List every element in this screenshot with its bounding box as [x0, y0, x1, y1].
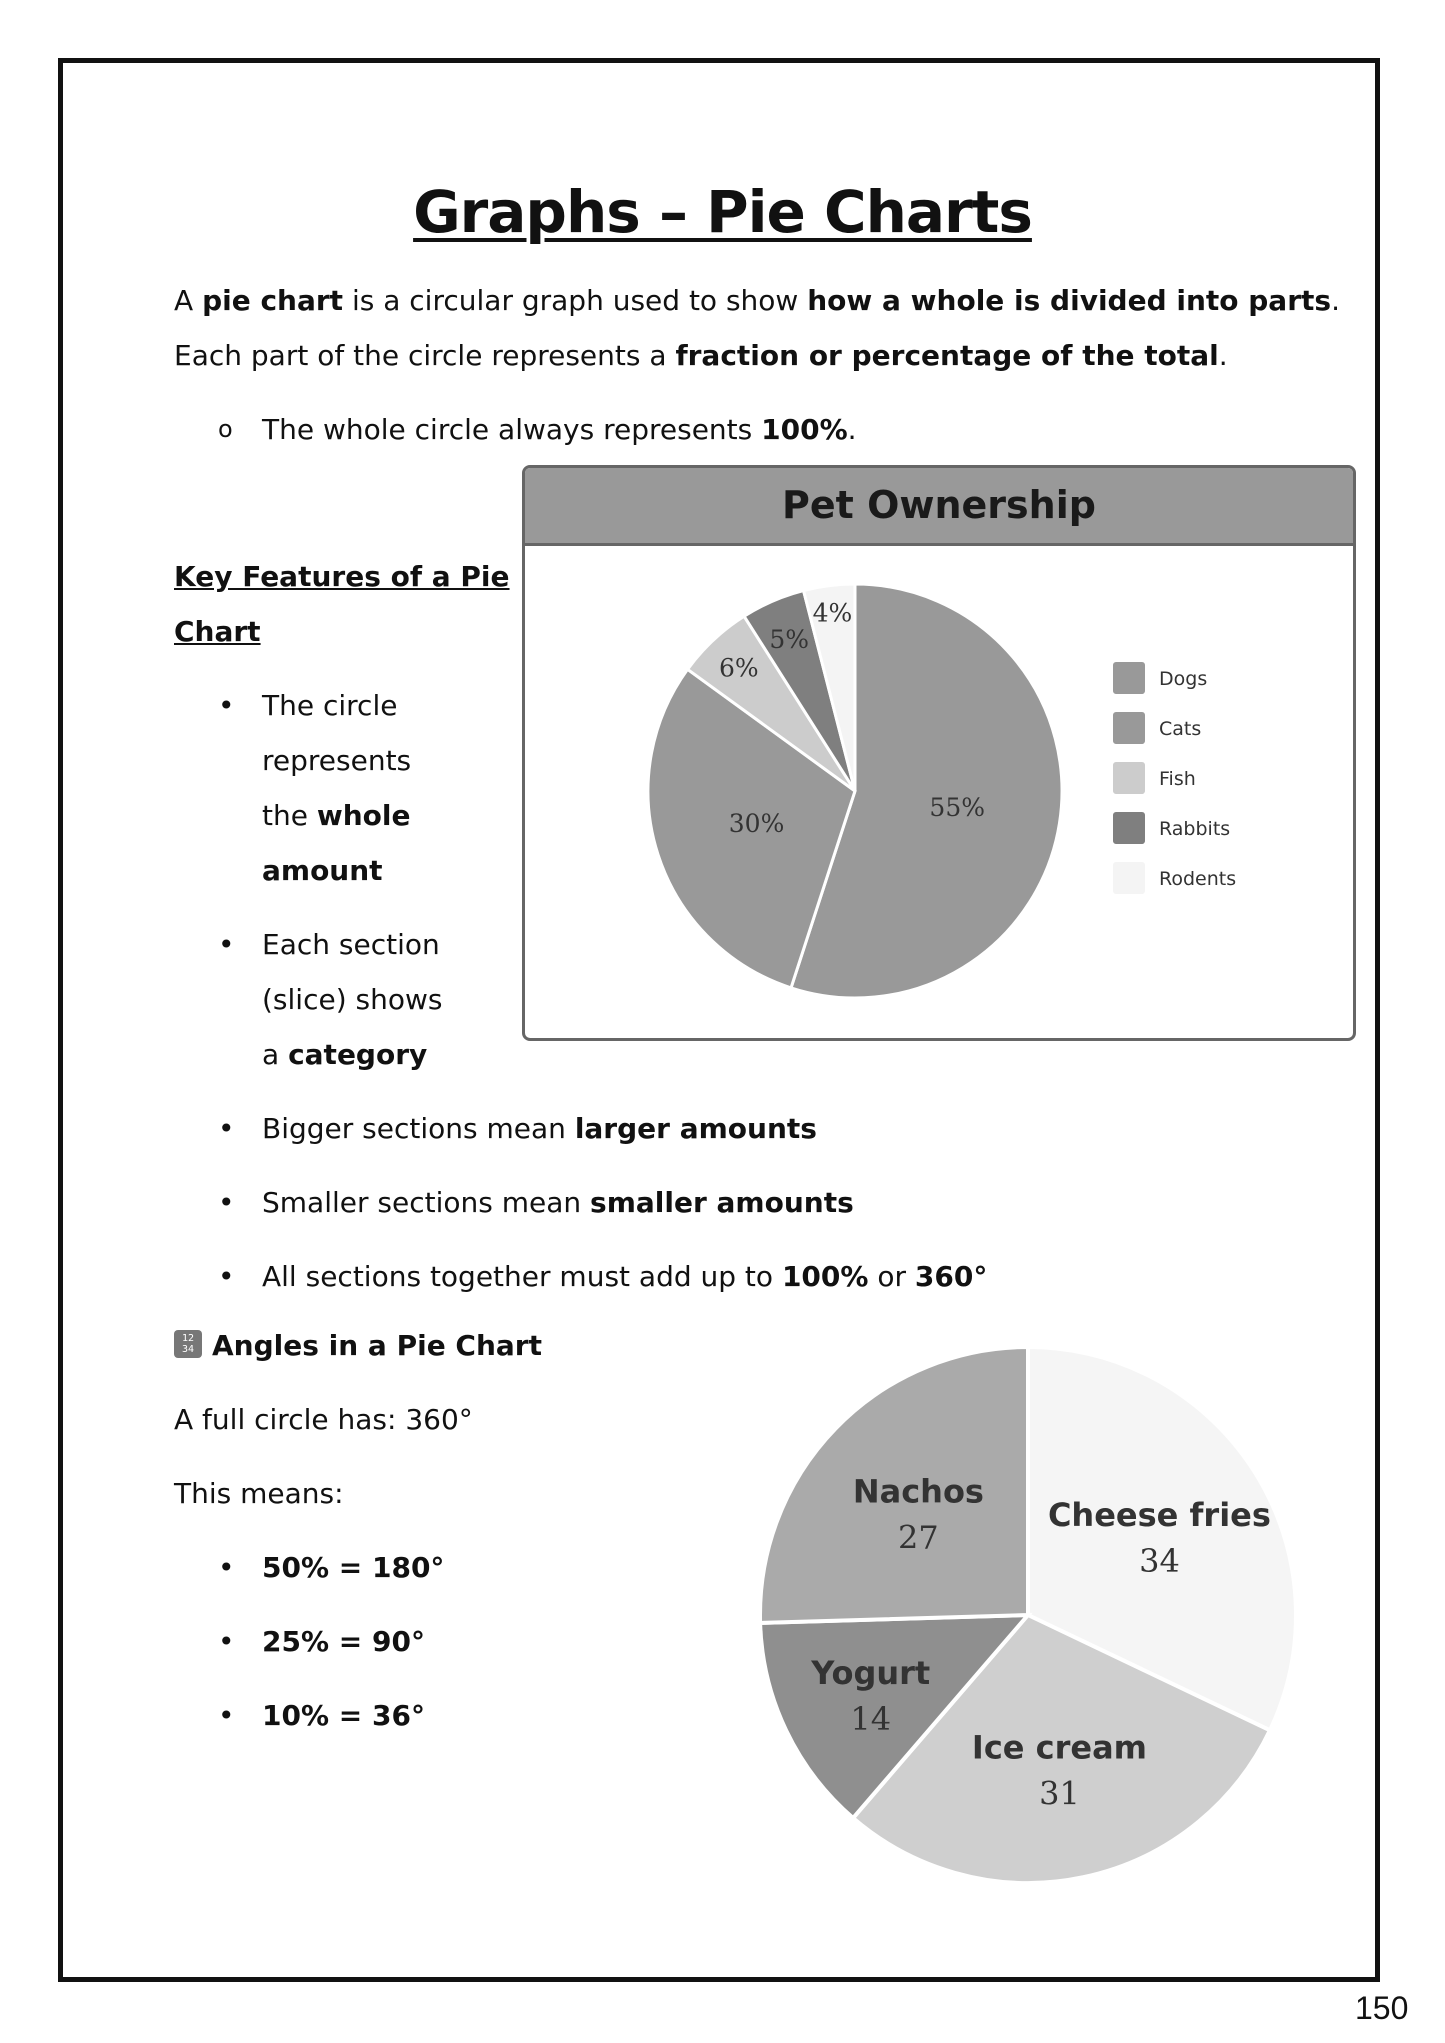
legend-label-dogs: Dogs	[1159, 668, 1208, 690]
bullet-marker: •	[218, 1699, 235, 1732]
bullet-marker: •	[218, 1112, 235, 1145]
chart-title: Pet Ownership	[525, 468, 1353, 546]
slice-name-nachos: Nachos	[852, 1472, 984, 1511]
slice-label-cats: 30%	[728, 808, 785, 838]
legend-label-rabbits: Rabbits	[1159, 818, 1231, 840]
slice-value-nachos: 27	[898, 1518, 939, 1557]
slice-value-ice-cream: 31	[1039, 1774, 1080, 1813]
bullet-marker: •	[218, 689, 235, 722]
legend-swatch-fish	[1113, 762, 1145, 794]
pet-ownership-pie	[525, 546, 1353, 1041]
angle-item-3: 10% = 36°	[262, 1699, 425, 1732]
intro-line-1: A pie chart is a circular graph used to show how a whole is divided into parts.	[174, 284, 1340, 317]
bullet-marker: •	[218, 928, 235, 961]
legend-label-rodents: Rodents	[1159, 868, 1237, 890]
input-numbers-icon: 12 34	[174, 1330, 202, 1358]
feature-1-line-3: the whole	[262, 799, 411, 832]
slice-value-yogurt: 14	[850, 1699, 892, 1738]
page-number: 150	[1355, 1990, 1409, 2026]
slice-value-cheese-fries: 34	[1139, 1542, 1180, 1581]
slice-name-ice-cream: Ice cream	[971, 1728, 1148, 1767]
slice-label-dogs: 55%	[929, 793, 986, 823]
slice-name-cheese-fries: Cheese fries	[1047, 1496, 1271, 1535]
legend-swatch-cats	[1113, 712, 1145, 744]
key-features-heading-line-1: Key Features of a Pie	[174, 560, 510, 593]
feature-1-line-1: The circle	[262, 689, 398, 722]
pet-ownership-chart	[522, 465, 1356, 1041]
sub-bullet-marker: o	[218, 415, 233, 443]
angles-heading: Angles in a Pie Chart	[212, 1329, 542, 1362]
feature-1-line-2: represents	[262, 744, 412, 777]
bullet-marker: •	[218, 1186, 235, 1219]
bullet-marker: •	[218, 1625, 235, 1658]
key-features-heading-line-2: Chart	[174, 615, 261, 648]
slice-name-yogurt: Yogurt	[811, 1653, 931, 1692]
feature-2-line-2: (slice) shows	[262, 983, 443, 1016]
bullet-marker: •	[218, 1551, 235, 1584]
angle-item-1: 50% = 180°	[262, 1551, 445, 1584]
angle-item-2: 25% = 90°	[262, 1625, 425, 1658]
feature-1-line-4: amount	[262, 854, 383, 887]
bullet-marker: •	[218, 1260, 235, 1293]
slice-label-fish: 6%	[718, 653, 759, 683]
feature-2-line-3: a category	[262, 1038, 428, 1071]
feature-5: All sections together must add up to 100% or 360°	[262, 1260, 988, 1293]
snack-pie	[740, 1325, 1320, 1905]
whole-circle-note: The whole circle always represents 100%.	[262, 413, 857, 446]
feature-4: Smaller sections mean smaller amounts	[262, 1186, 854, 1219]
intro-line-2: Each part of the circle represents a fraction or percentage of the total.	[174, 339, 1228, 372]
legend-swatch-rodents	[1113, 862, 1145, 894]
page-title: Graphs – Pie Charts	[413, 178, 1032, 246]
this-means-text: This means:	[174, 1477, 344, 1510]
legend-swatch-rabbits	[1113, 812, 1145, 844]
legend-swatch-dogs	[1113, 662, 1145, 694]
legend-label-fish: Fish	[1159, 768, 1196, 790]
slice-label-rabbits: 5%	[769, 625, 810, 655]
legend-label-cats: Cats	[1159, 718, 1202, 740]
feature-2-line-1: Each section	[262, 928, 440, 961]
slice-label-rodents: 4%	[812, 598, 853, 628]
full-circle-text: A full circle has: 360°	[174, 1403, 473, 1436]
feature-3: Bigger sections mean larger amounts	[262, 1112, 817, 1145]
